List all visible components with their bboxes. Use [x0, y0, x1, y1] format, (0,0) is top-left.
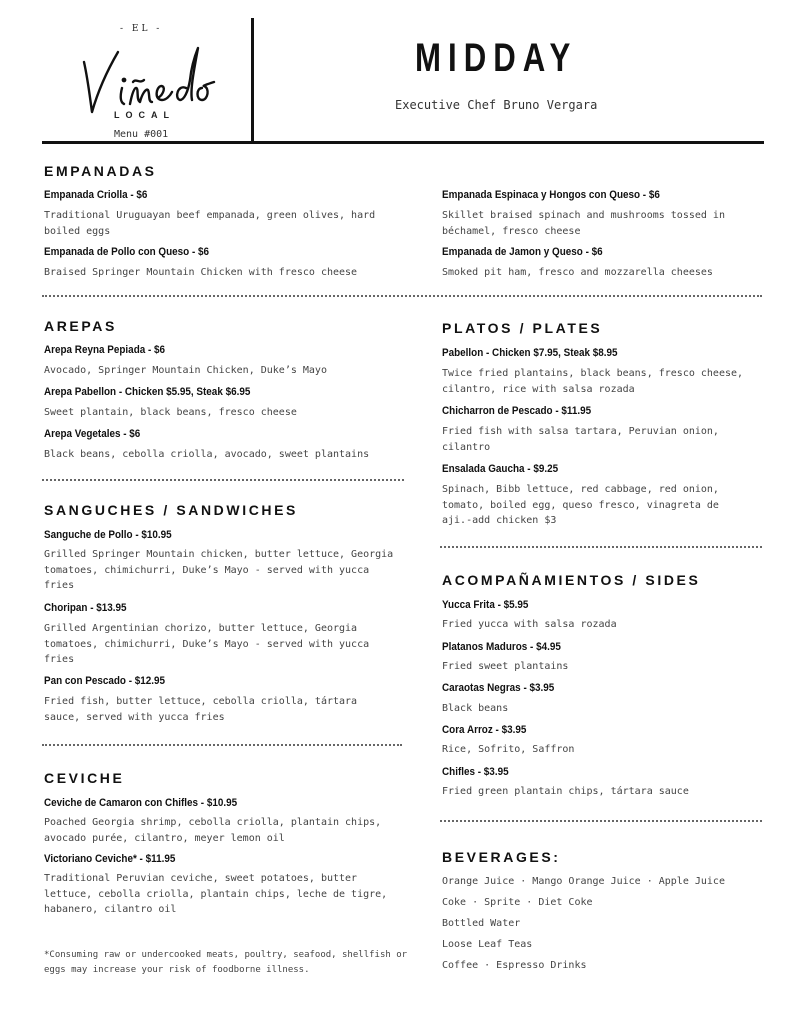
menu-item-name: Ceviche de Camaron con Chifles - $10.95 — [44, 797, 238, 809]
menu-item-name: Chicharron de Pescado - $11.95 — [442, 405, 592, 417]
menu-item-description: Smoked pit ham, fresco and mozzarella cheeses — [442, 267, 713, 278]
menu-item-name: Arepa Vegetales - $6 — [44, 428, 141, 440]
menu-item-name: Caraotas Negras - $3.95 — [442, 682, 555, 694]
menu-item-name: Cora Arroz - $3.95 — [442, 724, 527, 736]
menu-item-description: Twice fried plantains, black beans, fresco cheese, cilantro, rice with salsa rozada — [442, 368, 744, 395]
menu-item-name: Empanada Criolla - $6 — [44, 189, 148, 201]
menu-item-name: Chifles - $3.95 — [442, 766, 509, 778]
menu-item-name: Arepa Pabellon - Chicken $5.95, Steak $6.95 — [44, 386, 251, 398]
header-divider-horizontal — [42, 141, 764, 144]
menu-item-name: Ensalada Gaucha - $9.25 — [442, 463, 559, 475]
menu-item-name: Choripan - $13.95 — [44, 602, 127, 614]
section-heading-sandwiches: SANGUCHES / SANDWICHES — [44, 502, 298, 518]
menu-item-description: Fried green plantain chips, tártara sauce — [442, 786, 689, 797]
menu-number: Menu #001 — [114, 129, 169, 140]
menu-item-description: Avocado, Springer Mountain Chicken, Duke’s Mayo — [44, 365, 327, 376]
vinedo-script-logo — [78, 40, 228, 120]
menu-item-description: Traditional Peruvian ceviche, sweet potatoes, butter lettuce, cebolla criolla, plantain chips, leche de tigre, habanero, cilantro oil — [44, 873, 388, 915]
menu-item-name: Victoriano Ceviche* - $11.95 — [44, 853, 176, 865]
section-heading-sides: ACOMPAÑAMIENTOS / SIDES — [442, 572, 701, 588]
beverage-line: Orange Juice · Mango Orange Juice · Apple Juice — [442, 876, 725, 887]
section-heading-empanadas: EMPANADAS — [44, 163, 157, 179]
menu-item-description: Grilled Springer Mountain chicken, butter lettuce, Georgia tomatoes, chimichurri, Duke’s Mayo - served with yucca fries — [44, 549, 394, 591]
menu-item-name: Empanada de Pollo con Queso - $6 — [44, 246, 210, 258]
beverage-line: Bottled Water — [442, 918, 521, 929]
menu-item-description: Poached Georgia shrimp, cebolla criolla, plantain chips, avocado purée, cilantro, meyer lemon oil — [44, 817, 382, 844]
menu-item-name: Pabellon - Chicken $7.95, Steak $8.95 — [442, 347, 618, 359]
header-divider-vertical — [251, 18, 254, 142]
menu-item-description: Fried fish, butter lettuce, cebolla criolla, tártara sauce, served with yucca fries — [44, 696, 358, 723]
logo-local: LOCAL — [114, 110, 175, 120]
menu-item-name: Yucca Frita - $5.95 — [442, 599, 529, 611]
menu-item-name: Pan con Pescado - $12.95 — [44, 675, 166, 687]
menu-item-description: Braised Springer Mountain Chicken with fresco cheese — [44, 267, 358, 278]
menu-item-description: Fried sweet plantains — [442, 661, 569, 672]
menu-item-description: Skillet braised spinach and mushrooms tossed in béchamel, fresco cheese — [442, 210, 725, 237]
menu-item-description: Sweet plantain, black beans, fresco cheese — [44, 407, 297, 418]
beverage-line: Loose Leaf Teas — [442, 939, 533, 950]
section-heading-beverages: BEVERAGES: — [442, 849, 561, 865]
dotted-divider — [42, 295, 762, 297]
section-heading-plates: PLATOS / PLATES — [442, 320, 603, 336]
dotted-divider — [42, 744, 402, 746]
chef-name: Executive Chef Bruno Vergara — [395, 98, 598, 112]
menu-item-description: Fried yucca with salsa rozada — [442, 619, 617, 630]
dotted-divider — [42, 479, 404, 481]
menu-item-name: Arepa Reyna Pepiada - $6 — [44, 344, 166, 356]
beverage-line: Coke · Sprite · Diet Coke — [442, 897, 593, 908]
beverage-line: Coffee · Espresso Drinks — [442, 960, 587, 971]
menu-item-description: Fried fish with salsa tartara, Peruvian onion, cilantro — [442, 426, 719, 453]
menu-item-description: Grilled Argentinian chorizo, butter lettuce, Georgia tomatoes, chimichurri, Duke’s Mayo - served with yucca fries — [44, 623, 370, 665]
foodborne-illness-footnote: *Consuming raw or undercooked meats, poultry, seafood, shellfish or eggs may increase your risk of foodborne illness. — [44, 950, 408, 975]
menu-item-description: Traditional Uruguayan beef empanada, green olives, hard boiled eggs — [44, 210, 376, 237]
menu-item-name: Platanos Maduros - $4.95 — [442, 641, 561, 653]
menu-item-description: Rice, Sofrito, Saffron — [442, 744, 575, 755]
logo-el: - EL - — [120, 24, 163, 34]
dotted-divider — [440, 546, 762, 548]
menu-item-description: Black beans, cebolla criolla, avocado, sweet plantains — [44, 449, 370, 460]
menu-item-description: Black beans — [442, 703, 509, 714]
page-title: MIDDAY — [415, 36, 578, 80]
section-heading-ceviche: CEVICHE — [44, 770, 125, 786]
menu-item-name: Sanguche de Pollo - $10.95 — [44, 529, 172, 541]
section-heading-arepas: AREPAS — [44, 318, 117, 334]
dotted-divider — [440, 820, 762, 822]
menu-item-description: Spinach, Bibb lettuce, red cabbage, red onion, tomato, boiled egg, queso fresco, vinagreta de aji.-add chicken $3 — [442, 484, 719, 526]
menu-item-name: Empanada de Jamon y Queso - $6 — [442, 246, 603, 258]
menu-item-name: Empanada Espinaca y Hongos con Queso - $6 — [442, 189, 660, 201]
